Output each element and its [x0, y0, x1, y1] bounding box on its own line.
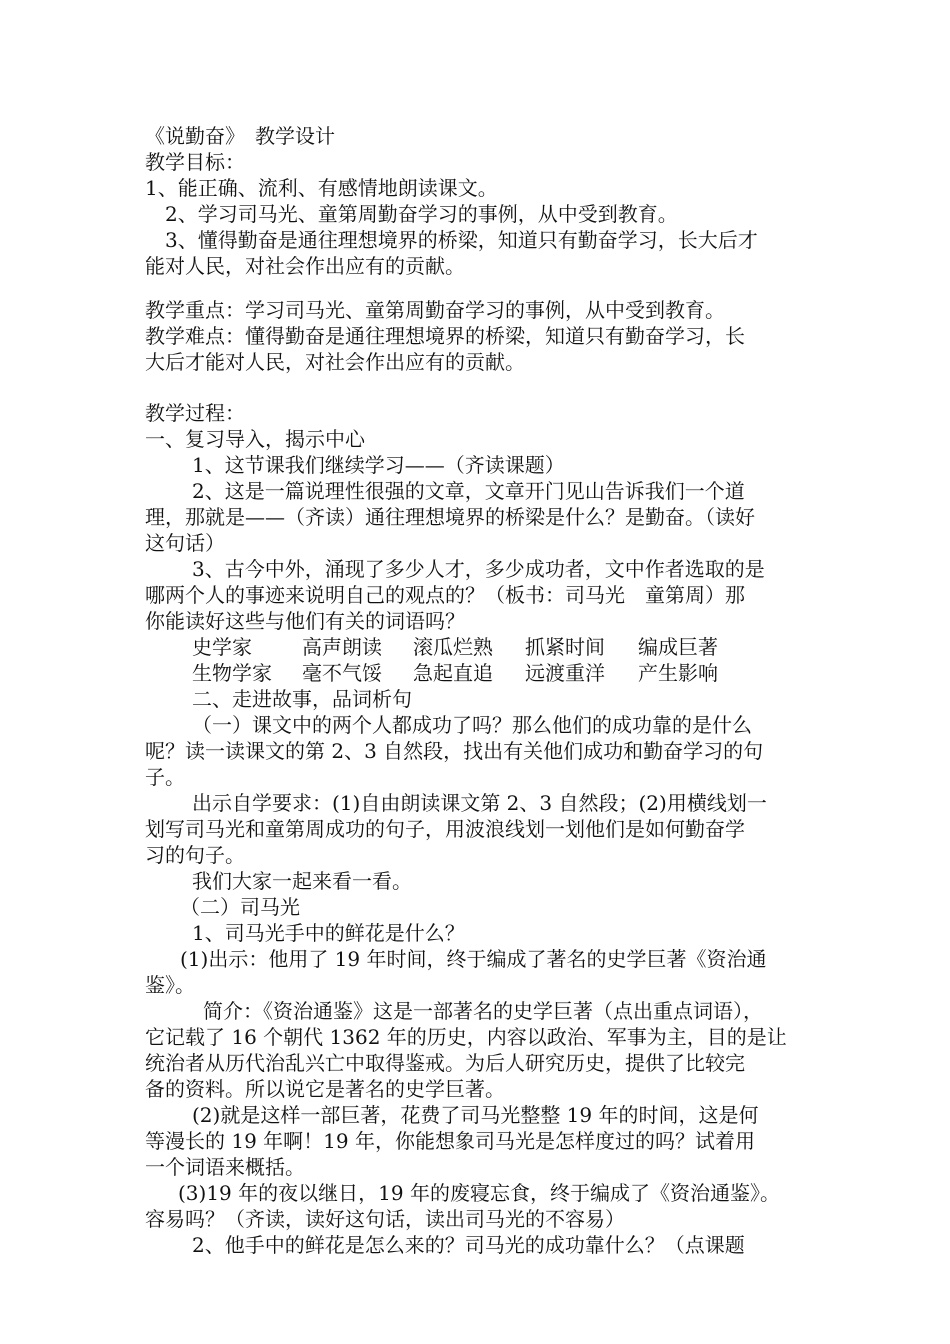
- p1-item-2-line3: 这句话）: [145, 531, 225, 555]
- p2-item-1-line3: 子。: [145, 765, 185, 789]
- teaching-focus: 教学重点：学习司马光、童第周勤奋学习的事例，从中受到教育。: [145, 298, 725, 322]
- q1-sub-1-line1: (1)出示：他用了 19 年时间，终于编成了著名的史学巨著《资治通: [180, 947, 767, 971]
- q1-sub-2-line3: 一个词语来概括。: [145, 1155, 305, 1179]
- p2-item-1-line1: （一）课文中的两个人都成功了吗？那么他们的成功靠的是什么: [192, 713, 752, 737]
- objective-3-line1: 3、懂得勤奋是通往理想境界的桥梁，知道只有勤奋学习，长大后才: [165, 228, 758, 252]
- word-item: 编成巨著: [638, 635, 718, 659]
- p2-item-2-line2: 划写司马光和童第周成功的句子，用波浪线划一划他们是如何勤奋学: [145, 817, 745, 841]
- objective-1: 1、能正确、流利、有感情地朗读课文。: [145, 176, 498, 200]
- doc-title: 《说勤奋》 教学设计: [145, 124, 335, 148]
- q1-sub-2-line2: 等漫长的 19 年啊！19 年，你能想象司马光是怎样度过的吗？试着用: [145, 1129, 755, 1153]
- teaching-difficulty-line1: 教学难点：懂得勤奋是通往理想境界的桥梁，知道只有勤奋学习，长: [145, 324, 745, 348]
- p2-item-1-line2: 呢？读一读课文的第 2、3 自然段，找出有关他们成功和勤奋学习的句: [145, 739, 764, 763]
- p2-item-3: 我们大家一起来看一看。: [192, 869, 412, 893]
- intro-line3: 统治者从历代治乱兴亡中取得鉴戒。为后人研究历史，提供了比较完: [145, 1051, 745, 1075]
- teaching-difficulty-line2: 大后才能对人民，对社会作出应有的贡献。: [145, 350, 525, 374]
- word-item: 产生影响: [638, 661, 718, 685]
- p1-item-2-line1: 2、这是一篇说理性很强的文章，文章开门见山告诉我们一个道: [192, 479, 745, 503]
- word-item: 高声朗读: [302, 635, 382, 659]
- word-item: 急起直追: [413, 661, 493, 685]
- intro-line4: 备的资料。所以说它是著名的史学巨著。: [145, 1077, 505, 1101]
- part-1-heading: 一、复习导入，揭示中心: [145, 427, 365, 451]
- objective-3-line2: 能对人民，对社会作出应有的贡献。: [145, 254, 465, 278]
- word-item: 生物学家: [192, 661, 272, 685]
- process-heading: 教学过程：: [145, 401, 245, 425]
- objective-2: 2、学习司马光、童第周勤奋学习的事例，从中受到教育。: [165, 202, 678, 226]
- word-item: 远渡重洋: [525, 661, 605, 685]
- p2-subheading-sima-guang: （二）司马光: [180, 895, 300, 919]
- p1-item-3-line3: 你能读好这些与他们有关的词语吗？: [145, 609, 465, 633]
- word-item: 史学家: [192, 635, 252, 659]
- intro-line1: 简介：《资治通鉴》这是一部著名的史学巨著（点出重点词语），: [203, 999, 763, 1023]
- question-2: 2、他手中的鲜花是怎么来的？司马光的成功靠什么？（点课题: [192, 1233, 745, 1257]
- q1-sub-1-line2: 鉴》。: [145, 973, 195, 997]
- objectives-heading: 教学目标：: [145, 150, 245, 174]
- word-item: 滚瓜烂熟: [413, 635, 493, 659]
- word-item: 毫不气馁: [302, 661, 382, 685]
- word-item: 抓紧时间: [525, 635, 605, 659]
- p1-item-3-line2: 哪两个人的事迹来说明自己的观点的？（板书：司马光 童第周）那: [145, 583, 745, 607]
- q1-sub-2-line1: (2)就是这样一部巨著，花费了司马光整整 19 年的时间，这是何: [192, 1103, 759, 1127]
- p1-item-2-line2: 理，那就是——（齐读）通往理想境界的桥梁是什么？是勤奋。（读好: [145, 505, 755, 529]
- p2-item-2-line1: 出示自学要求：(1)自由朗读课文第 2、3 自然段；(2)用横线划一: [192, 791, 767, 815]
- question-1: 1、司马光手中的鲜花是什么？: [192, 921, 465, 945]
- p2-item-2-line3: 习的句子。: [145, 843, 245, 867]
- part-2-heading: 二、走进故事，品词析句: [192, 687, 412, 711]
- p1-item-1: 1、这节课我们继续学习——（齐读课题）: [192, 453, 565, 477]
- intro-line2: 它记载了 16 个朝代 1362 年的历史，内容以政治、军事为主，目的是让: [145, 1025, 787, 1049]
- q1-sub-3-line2: 容易吗？（齐读，读好这句话，读出司马光的不容易）: [145, 1207, 625, 1231]
- p1-item-3-line1: 3、古今中外，涌现了多少人才，多少成功者，文中作者选取的是: [192, 557, 765, 581]
- q1-sub-3-line1: (3)19 年的夜以继日，19 年的废寝忘食，终于编成了《资治通鉴》。: [178, 1181, 780, 1205]
